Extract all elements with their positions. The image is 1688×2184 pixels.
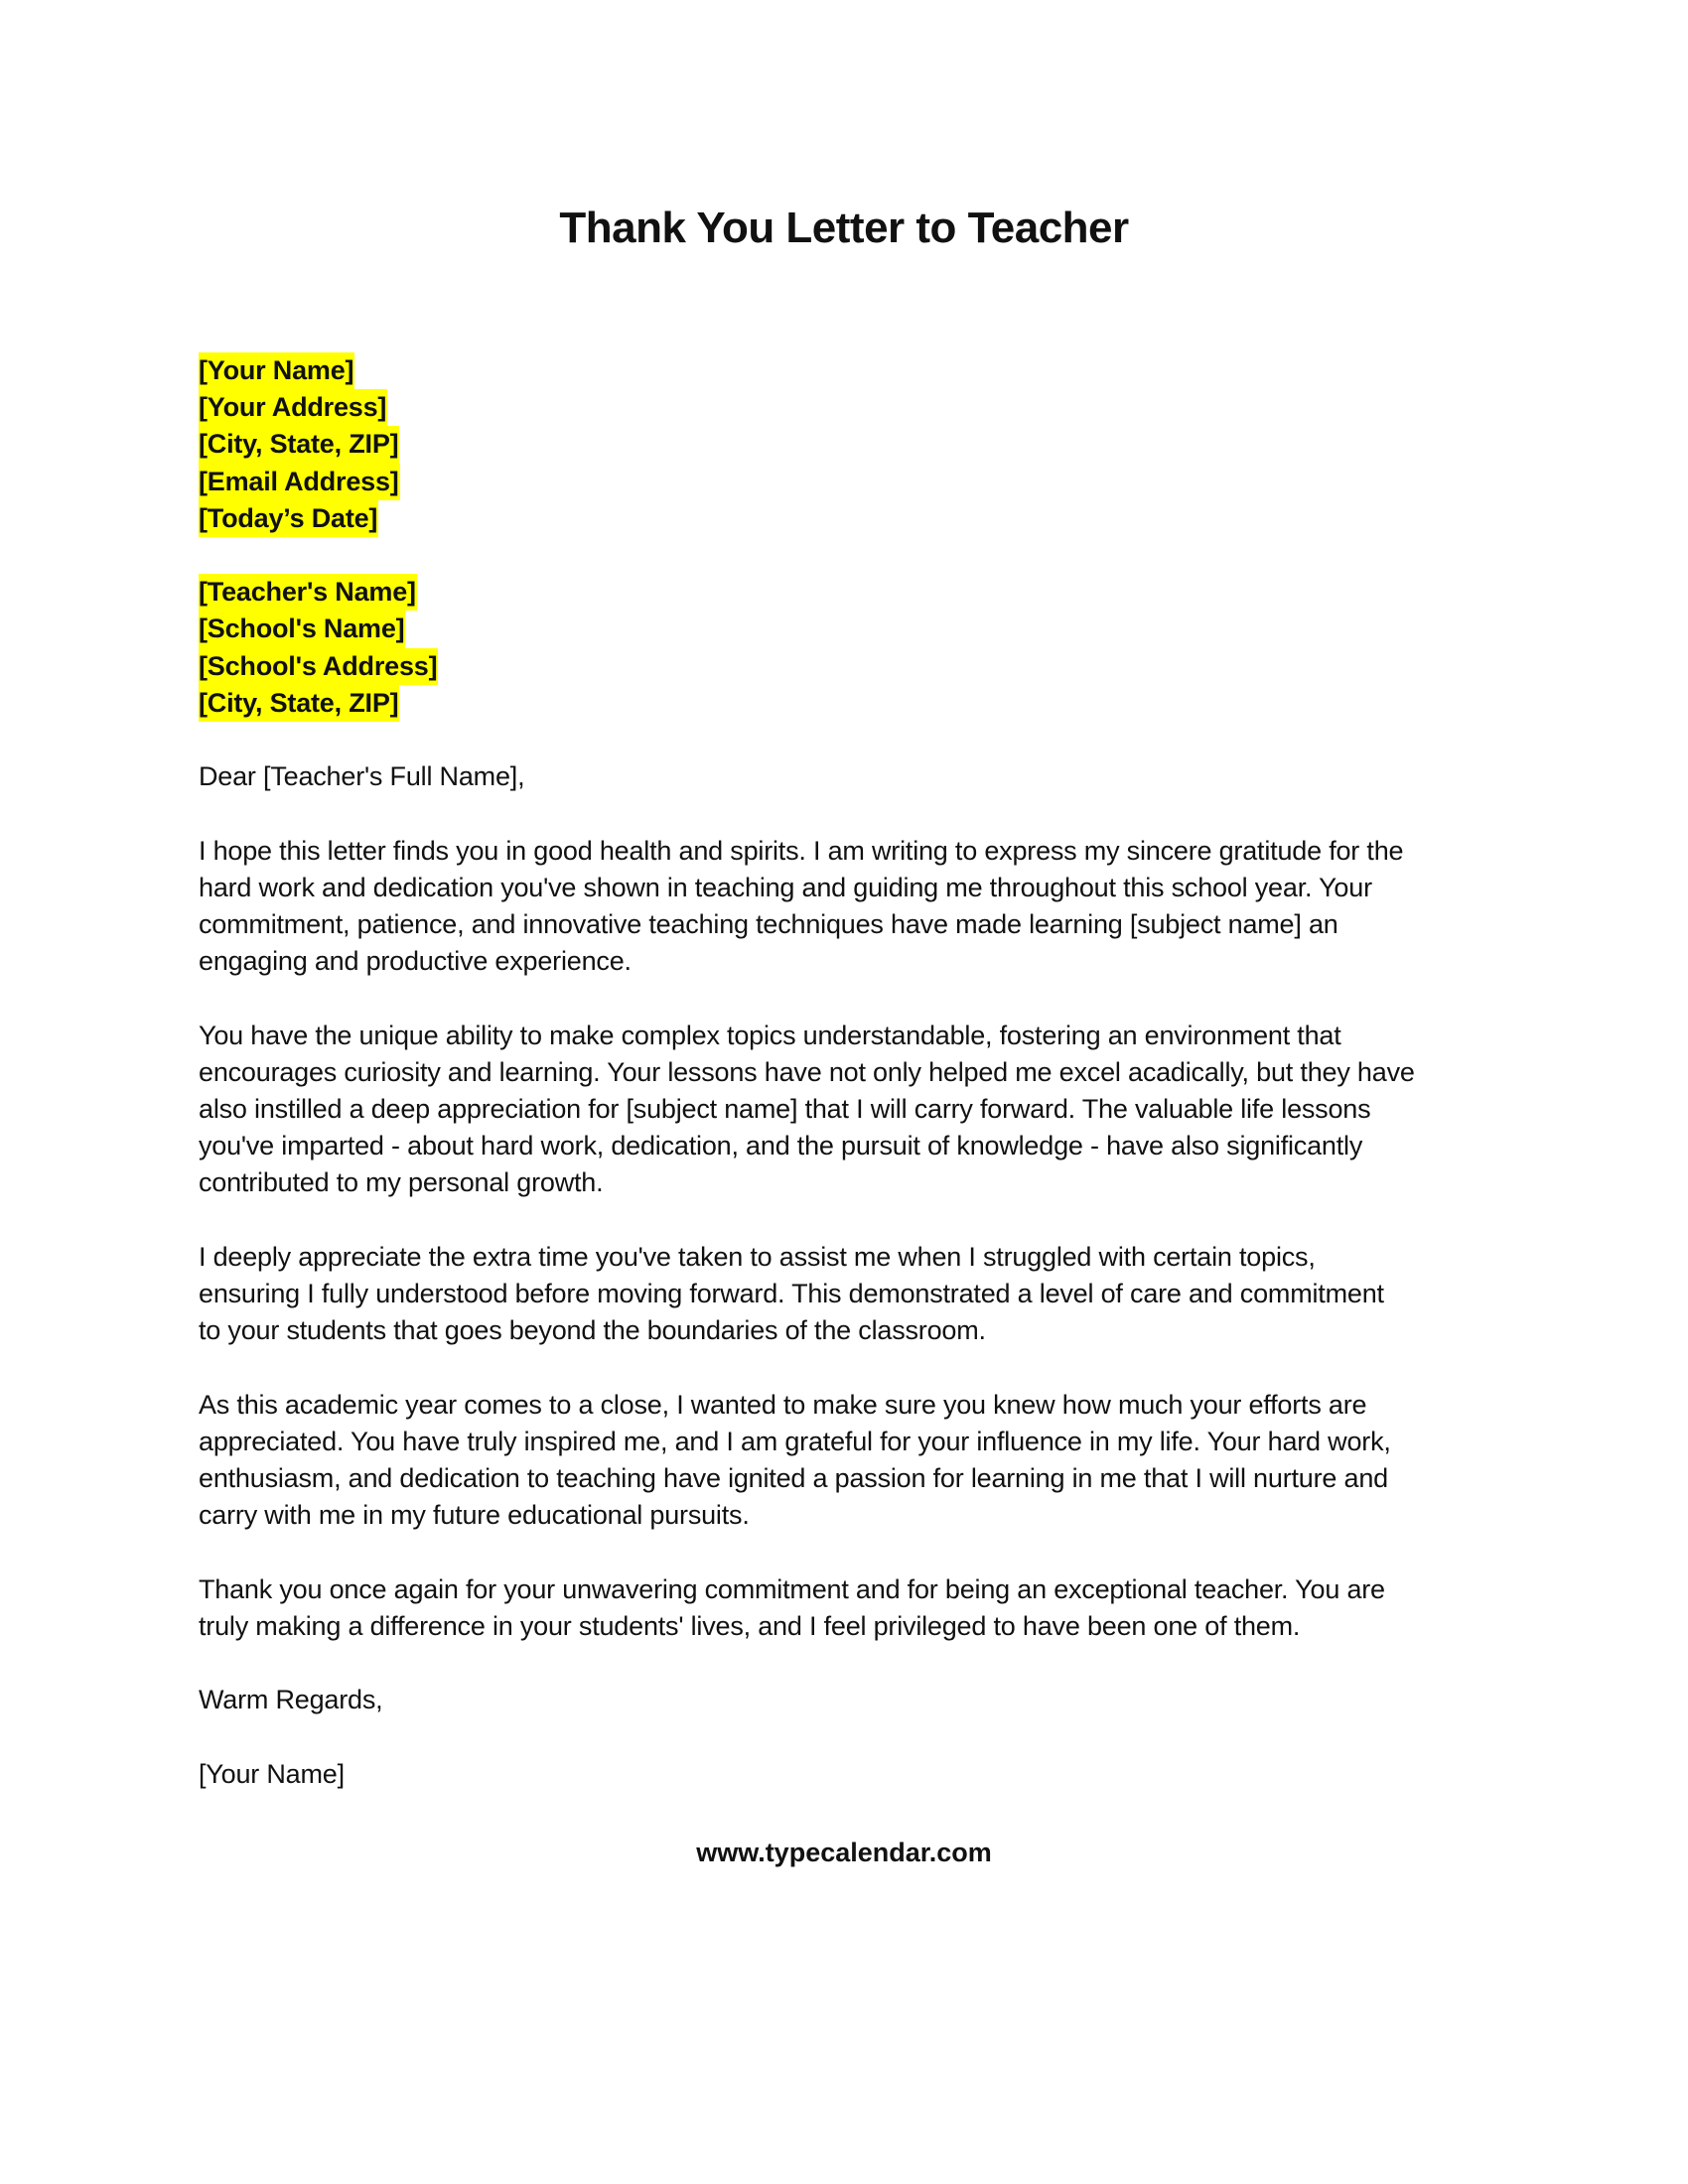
body-paragraph-4: As this academic year comes to a close, I wanted to make sure you knew how much your efforts are appreciated. You have truly inspired me, and I am grateful for your influence in my life. Your hard work, enthusiasm, and dedication to teaching have ignited a passion for learning in me that I will nurture and carry with me in my future educational pursuits. xyxy=(199,1389,1391,1531)
recipient-school-address: [School's Address] xyxy=(199,648,438,685)
body-paragraph-2: You have the unique ability to make complex topics understandable, fostering an environment that encourages curiosity and learning. Your lessons have not only helped me excel acadically, but they have also instilled a deep appreciation for [subject name] that I will carry forward. The valuable life lessons you've imparted - about hard work, dedication, and the pursuit of knowledge - have also significantly contributed to my personal growth. xyxy=(199,1020,1415,1198)
body-paragraph-3: I deeply appreciate the extra time you've taken to assist me when I struggled with certain topics, ensuring I fully understood before moving forward. This demonstrated a level of care and commitment to your students that goes beyond the boundaries of the classroom. xyxy=(199,1241,1384,1346)
sender-city-state-zip: [City, State, ZIP] xyxy=(199,426,399,463)
recipient-city-state-zip: [City, State, ZIP] xyxy=(199,685,399,722)
body-paragraph-1: I hope this letter finds you in good health and spirits. I am writing to express my sincere gratitude for the hard work and dedication you've shown in teaching and guiding me throughout this school year. Your commitment, patience, and innovative teaching techniques have made learning [subject name] an engaging and productive experience. xyxy=(199,835,1404,977)
page-title: Thank You Letter to Teacher xyxy=(559,204,1129,252)
letter-content xyxy=(199,352,1499,1830)
signature: [Your Name] xyxy=(199,1758,345,1789)
footer-url: www.typecalendar.com xyxy=(696,1838,992,1867)
salutation: Dear [Teacher's Full Name], xyxy=(199,761,525,792)
recipient-teacher-name: [Teacher's Name] xyxy=(199,574,417,611)
sender-email: [Email Address] xyxy=(199,464,400,500)
sender-name: [Your Name] xyxy=(199,352,354,389)
closing: Warm Regards, xyxy=(199,1685,383,1715)
sender-address-block xyxy=(199,352,1499,537)
body-paragraph-5: Thank you once again for your unwavering commitment and for being an exceptional teacher. You are truly making a difference in your students' lives, and I feel privileged to have been one of them. xyxy=(199,1573,1385,1641)
sender-date: [Today’s Date] xyxy=(199,500,378,537)
recipient-school-name: [School's Name] xyxy=(199,611,405,647)
recipient-address-block xyxy=(199,574,1499,722)
sender-address: [Your Address] xyxy=(199,389,387,426)
